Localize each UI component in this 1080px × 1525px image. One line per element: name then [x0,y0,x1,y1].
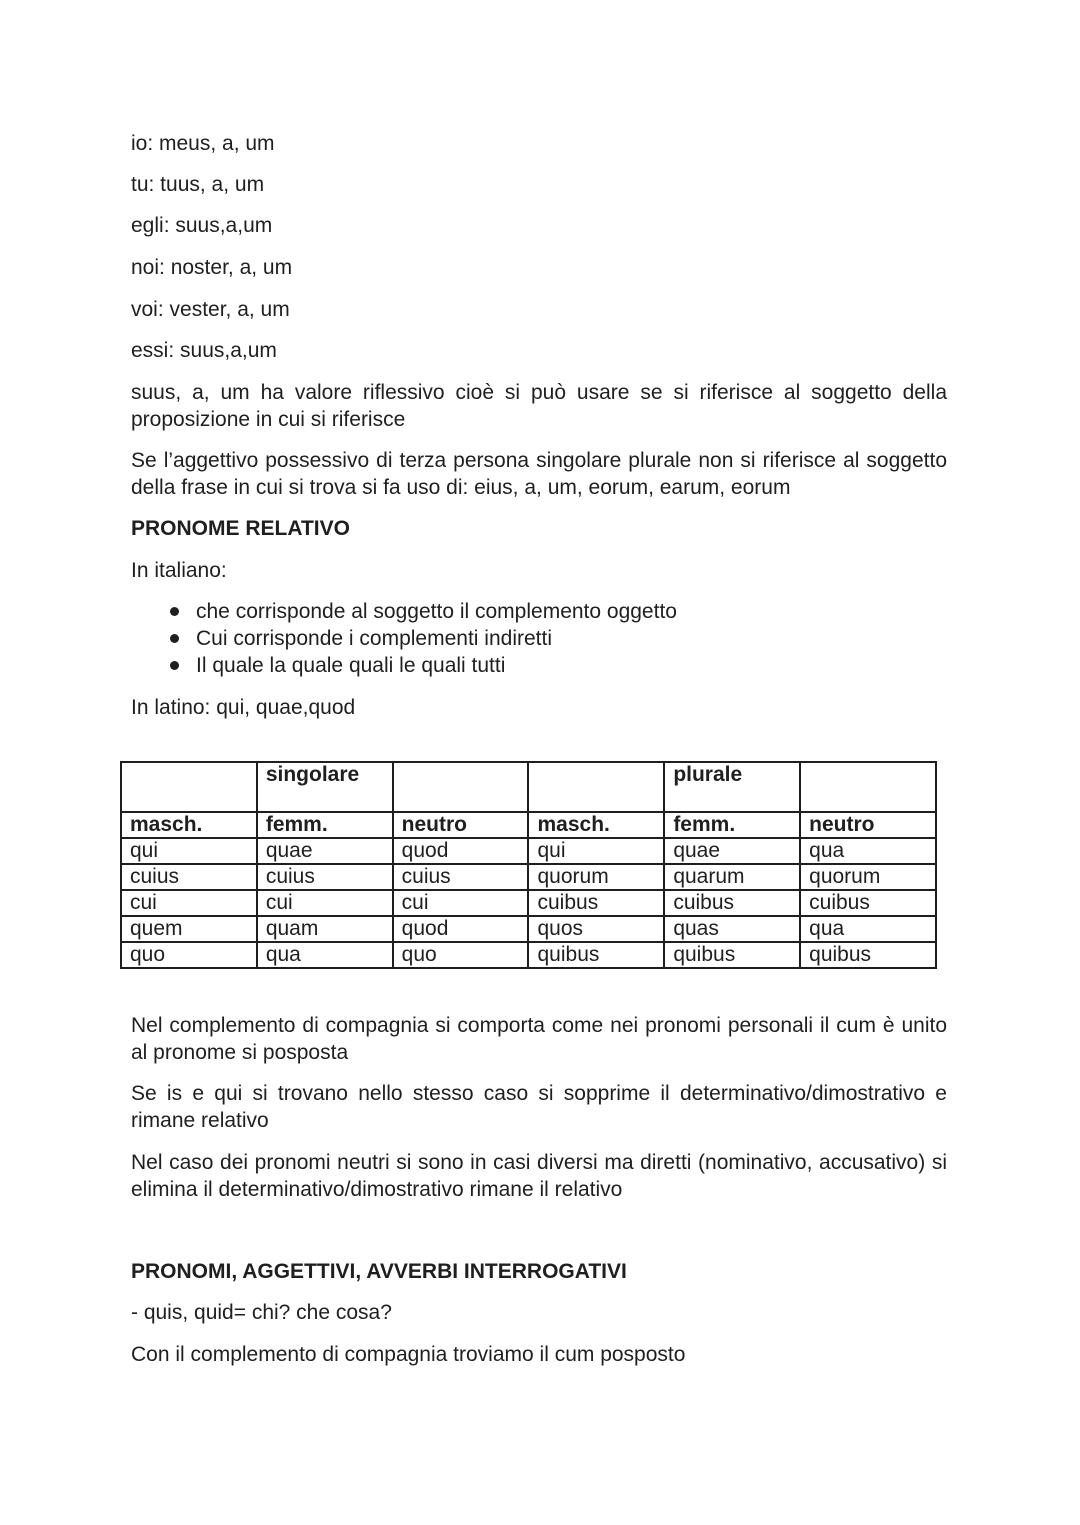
table-cell: qua [800,838,936,864]
possessive-line-noi: noi: noster, a, um [131,256,293,279]
italian-relative-list [131,598,677,679]
label-in-italiano: In italiano: [131,559,227,582]
list-item: Il quale la quale quali le quali tutti [131,652,677,679]
table-cell: qui [528,838,664,864]
bullet-icon [170,634,179,643]
table-cell: qua [800,916,936,942]
table-row [121,916,936,942]
paragraph-suus-riflessivo: suus, a, um ha valore riflessivo cioè si può usare se si riferisce al soggetto della proposizione in cui si riferisce [131,381,947,431]
table-cell [121,762,257,812]
table-cell: quo [393,942,529,968]
table-row [121,942,936,968]
table-cell: quae [664,838,800,864]
table-cell: cuius [257,864,393,890]
table-cell: qui [121,838,257,864]
table-header-row [121,762,936,812]
table-cell: cui [393,890,529,916]
possessive-line-egli: egli: suus,a,um [131,214,273,237]
table-cell: quo [121,942,257,968]
heading-interrogativi: PRONOMI, AGGETTIVI, AVVERBI INTERROGATIVI [131,1260,627,1283]
table-cell: quod [393,838,529,864]
table-cell: quae [257,838,393,864]
table-cell: cui [257,890,393,916]
table-cell: quibus [528,942,664,968]
line-quis-quid: - quis, quid= chi? che cosa? [131,1301,392,1324]
table-cell: cuibus [528,890,664,916]
table-cell-singolare: singolare [257,762,393,812]
relative-pronoun-table [120,761,937,969]
table-cell: quarum [664,864,800,890]
label-in-latino: In latino: qui, quae,quod [131,696,356,719]
table-cell: quibus [664,942,800,968]
table-cell: qua [257,942,393,968]
paragraph-complemento-compagnia: Nel complemento di compagnia si comporta come nei pronomi personali il cum è unito al pronome si posposta [131,1014,947,1064]
table-cell: cuius [393,864,529,890]
table-cell: quorum [528,864,664,890]
table-cell: cui [121,890,257,916]
bullet-icon [170,661,179,670]
table-cell [528,762,664,812]
possessive-line-voi: voi: vester, a, um [131,298,290,321]
table-cell: quas [664,916,800,942]
possessive-line-tu: tu: tuus, a, um [131,173,265,196]
bullet-icon [170,607,179,616]
paragraph-terza-persona: Se l’aggettivo possessivo di terza persona singolare plurale non si riferisce al soggetto della frase in cui si trova si fa uso di: eius, a, um, eorum, earum, eorum [131,449,947,499]
table-cell: quibus [800,942,936,968]
table-cell: quos [528,916,664,942]
table-cell: femm. [664,812,800,838]
table-cell: quam [257,916,393,942]
table-cell: quem [121,916,257,942]
table-row [121,890,936,916]
possessive-line-essi: essi: suus,a,um [131,339,277,362]
table-cell [393,762,529,812]
table-cell: cuius [121,864,257,890]
table-cell: masch. [121,812,257,838]
table-cell: femm. [257,812,393,838]
heading-pronome-relativo: PRONOME RELATIVO [131,517,350,540]
list-item: Cui corrisponde i complementi indiretti [131,625,677,652]
possessive-line-io: io: meus, a, um [131,132,275,155]
table-cell-plurale: plurale [664,762,800,812]
list-item: che corrisponde al soggetto il complemento oggetto [131,598,677,625]
table-cell: cuibus [800,890,936,916]
table-cell: quod [393,916,529,942]
table-cell [800,762,936,812]
table-cell: masch. [528,812,664,838]
table-row [121,864,936,890]
line-cum-posposto: Con il complemento di compagnia troviamo il cum posposto [131,1343,686,1366]
table-row [121,838,936,864]
table-cell: neutro [800,812,936,838]
table-gender-row [121,812,936,838]
table-cell: cuibus [664,890,800,916]
table-cell: quorum [800,864,936,890]
paragraph-pronomi-neutri: Nel caso dei pronomi neutri si sono in casi diversi ma diretti (nominativo, accusativo) si elimina il determinativo/dimostrativo rimane il relativo [131,1151,947,1201]
table-cell: neutro [393,812,529,838]
paragraph-is-qui: Se is e qui si trovano nello stesso caso si sopprime il determinativo/dimostrativo e rimane relativo [131,1082,947,1132]
